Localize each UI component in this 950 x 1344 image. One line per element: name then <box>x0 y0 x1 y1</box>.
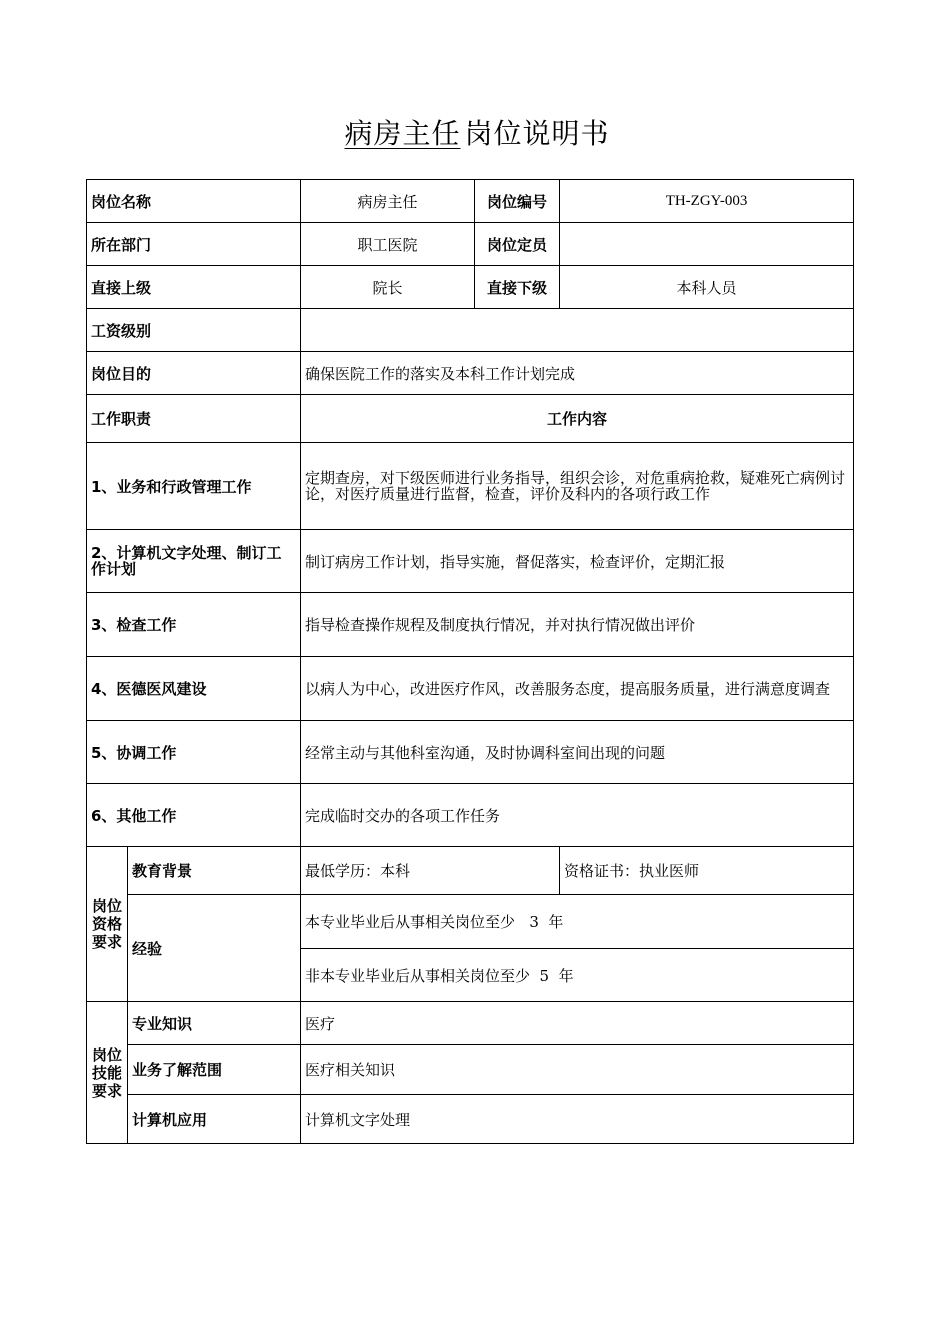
duty-content: 经常主动与其他科室沟通，及时协调科室间出现的问题 <box>301 721 854 784</box>
salary-label: 工资级别 <box>87 309 301 352</box>
row-education <box>87 847 854 895</box>
qualification-group-label: 岗位资格要求 <box>87 847 128 1002</box>
row-experience-1 <box>87 895 854 949</box>
duty-row <box>87 530 854 593</box>
skills-group-label: 岗位技能要求 <box>87 1002 128 1144</box>
experience-label: 经验 <box>128 895 301 1002</box>
purpose-label: 岗位目的 <box>87 352 301 395</box>
row-computer <box>87 1095 854 1144</box>
row-purpose <box>87 352 854 395</box>
duty-row <box>87 443 854 530</box>
duty-row <box>87 593 854 657</box>
duty-title: 4、医德医风建设 <box>87 657 301 721</box>
superior-label: 直接上级 <box>87 266 301 309</box>
certificate-value: 资格证书：执业医师 <box>560 847 854 895</box>
duty-title: 6、其他工作 <box>87 784 301 847</box>
position-code-value: TH-ZGY-003 <box>560 180 854 223</box>
row-scope <box>87 1045 854 1095</box>
duty-title: 1、业务和行政管理工作 <box>87 443 301 530</box>
row-salary <box>87 309 854 352</box>
duty-content: 以病人为中心，改进医疗作风，改善服务态度，提高服务质量，进行满意度调查 <box>301 657 854 721</box>
subordinate-label: 直接下级 <box>475 266 560 309</box>
scope-value: 医疗相关知识 <box>301 1045 854 1095</box>
computer-label: 计算机应用 <box>128 1095 301 1144</box>
computer-value: 计算机文字处理 <box>301 1095 854 1144</box>
title-position: 病房主任 <box>344 117 461 150</box>
scope-label: 业务了解范围 <box>128 1045 301 1095</box>
duties-content-header: 工作内容 <box>301 395 854 443</box>
department-label: 所在部门 <box>87 223 301 266</box>
job-description-table <box>86 179 854 1144</box>
purpose-value: 确保医院工作的落实及本科工作计划完成 <box>301 352 854 395</box>
duty-row <box>87 657 854 721</box>
duty-content: 完成临时交办的各项工作任务 <box>301 784 854 847</box>
duty-content: 指导检查操作规程及制度执行情况，并对执行情况做出评价 <box>301 593 854 657</box>
duty-title: 3、检查工作 <box>87 593 301 657</box>
superior-value: 院长 <box>301 266 475 309</box>
duties-label: 工作职责 <box>87 395 301 443</box>
row-superior <box>87 266 854 309</box>
education-value: 最低学历：本科 <box>301 847 560 895</box>
duty-row <box>87 721 854 784</box>
knowledge-value: 医疗 <box>301 1002 854 1045</box>
experience-major: 本专业毕业后从事相关岗位至少 3 年 <box>301 895 854 949</box>
quota-value <box>560 223 854 266</box>
salary-value <box>301 309 854 352</box>
department-value: 职工医院 <box>301 223 475 266</box>
row-position-name <box>87 180 854 223</box>
duty-title: 5、协调工作 <box>87 721 301 784</box>
position-code-label: 岗位编号 <box>475 180 560 223</box>
position-name-value: 病房主任 <box>301 180 475 223</box>
duty-title: 2、计算机文字处理、制订工作计划 <box>87 530 301 593</box>
duty-content: 定期查房，对下级医师进行业务指导，组织会诊，对危重病抢救，疑难死亡病例讨论，对医疗质量进行监督，检查，评价及科内的各项行政工作 <box>301 443 854 530</box>
knowledge-label: 专业知识 <box>128 1002 301 1045</box>
education-label: 教育背景 <box>128 847 301 895</box>
position-name-label: 岗位名称 <box>87 180 301 223</box>
page-title <box>0 112 950 152</box>
title-suffix: 岗位说明书 <box>464 117 610 150</box>
duty-content: 制订病房工作计划，指导实施，督促落实，检查评价，定期汇报 <box>301 530 854 593</box>
quota-label: 岗位定员 <box>475 223 560 266</box>
row-duties-header <box>87 395 854 443</box>
duty-row <box>87 784 854 847</box>
experience-non-major: 非本专业毕业后从事相关岗位至少 5 年 <box>301 949 854 1002</box>
row-department <box>87 223 854 266</box>
subordinate-value: 本科人员 <box>560 266 854 309</box>
row-knowledge <box>87 1002 854 1045</box>
